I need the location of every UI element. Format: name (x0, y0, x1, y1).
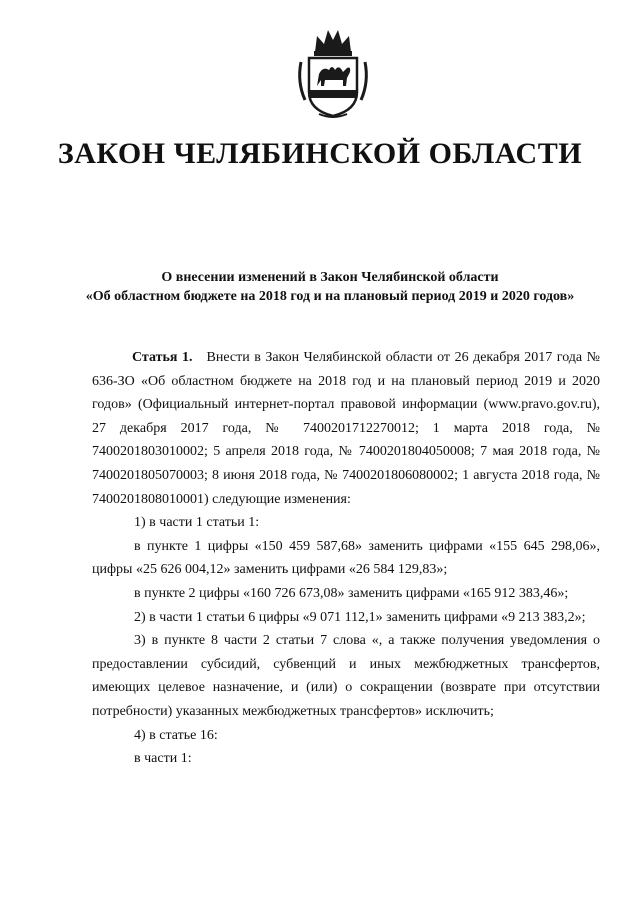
law-subtitle (60, 268, 600, 306)
article-label: Статья 1. (132, 350, 193, 365)
amendment-paragraph: 2) в части 1 статьи 6 цифры «9 071 112,1» заменить цифрами «9 213 383,2»; (134, 609, 586, 625)
amendment-paragraph: в части 1: (134, 751, 192, 767)
chelyabinsk-coat-of-arms-icon (295, 22, 371, 118)
amendment-paragraph: 3) в пункте 8 части 2 статьи 7 слова «, а также получения уведомления о предоставлении субсидий, субвенций и иных межбюджетных трансфертов, имеющих целевое назначение, и (или) о сокращении (возврате при отсутствии потребности) указанных межбюджетных трансфертов» исключить; (92, 633, 600, 719)
amendment-paragraph: в пункте 2 цифры «160 726 673,08» заменить цифрами «165 912 383,46»; (134, 585, 569, 601)
amendment-paragraph: 4) в статье 16: (134, 727, 218, 743)
law-body (92, 346, 600, 771)
article-1-paragraph (92, 346, 600, 511)
amendment-paragraph: 1) в части 1 статьи 1: (134, 515, 260, 531)
law-title: ЗАКОН ЧЕЛЯБИНСКОЙ ОБЛАСТИ (57, 137, 583, 170)
amendment-paragraph: в пункте 1 цифры «150 459 587,68» заменить цифрами «155 645 298,06», цифры «25 626 004,12» заменить цифрами «26 584 129,83»; (92, 538, 600, 578)
subtitle-line-1: О внесении изменений в Закон Челябинской области (161, 270, 499, 285)
subtitle-line-2: «Об областном бюджете на 2018 год и на плановый период 2019 и 2020 годов» (85, 289, 575, 304)
article-1-text: Внести в Закон Челябинской области от 26 декабря 2017 года № 636-ЗО «Об областном бюджете на 2018 год и на плановый период 2019 и 2020 годов» (Официальный интернет-портал правовой информации (www.pravo.gov.ru), 27 декабря 2017 года, № 7400201712270012; 1 марта 2018 года, № 7400201803010002; 5 апреля 2018 года, № 7400201804050008; 7 мая 2018 года, № 7400201805070003; 8 июня 2018 года, № 7400201806080002; 1 августа 2018 года, № 7400201808010001) следующие изменения: (92, 350, 600, 507)
